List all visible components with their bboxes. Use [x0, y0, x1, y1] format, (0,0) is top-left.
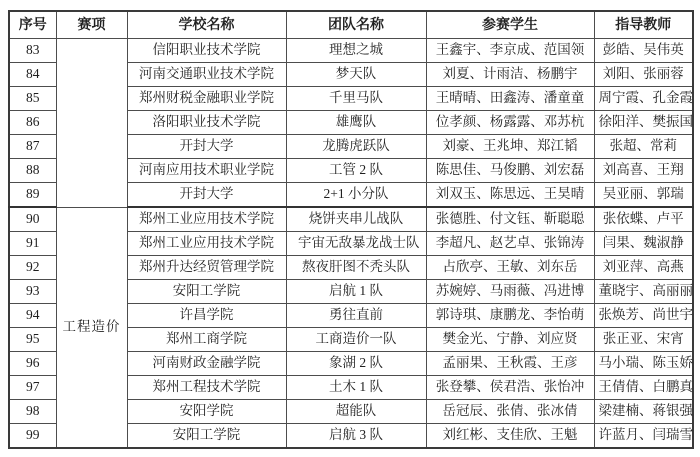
team-cell	[286, 207, 426, 232]
school-cell: 郑州工业应用技术学院	[127, 207, 286, 232]
teachers-cell: 刘高喜、王翔	[594, 159, 693, 183]
students-cell: 位孝颜、杨露露、邓苏杭	[426, 111, 594, 135]
students-cell: 王晴晴、田鑫涛、潘童童	[426, 87, 594, 111]
team-cell	[286, 87, 426, 111]
students-cell: 占欣亭、王敏、刘东岳	[426, 256, 594, 280]
teachers-cell: 张依蝶、卢平	[594, 207, 693, 232]
teachers-cell: 张焕芳、尚世宇	[594, 304, 693, 328]
row-index-cell: 95	[9, 328, 56, 352]
school-cell: 安阳工学院	[127, 424, 286, 449]
team-cell	[286, 352, 426, 376]
row-index-cell: 99	[9, 424, 56, 449]
team-cell	[286, 376, 426, 400]
column-header-team: 团队名称	[286, 11, 426, 39]
row-index-cell: 90	[9, 207, 56, 232]
row-index-cell: 86	[9, 111, 56, 135]
students-cell: 刘夏、计雨洁、杨鹏宇	[426, 63, 594, 87]
row-index-cell: 83	[9, 39, 56, 63]
team-name: 象湖 2 队	[329, 355, 383, 371]
team-name: 梦天队	[335, 66, 377, 82]
column-header-event: 赛项	[56, 11, 127, 39]
team-name: 2+1 小分队	[323, 186, 389, 202]
team-name: 勇往直前	[329, 307, 383, 323]
row-index-cell: 87	[9, 135, 56, 159]
school-cell: 安阳学院	[127, 400, 286, 424]
students-cell: 张德胜、付文钰、靳聪聪	[426, 207, 594, 232]
team-cell	[286, 183, 426, 208]
team-cell	[286, 280, 426, 304]
team-cell	[286, 63, 426, 87]
school-cell: 河南交通职业技术学院	[127, 63, 286, 87]
team-cell	[286, 111, 426, 135]
teachers-cell: 刘亚萍、高燕	[594, 256, 693, 280]
school-cell: 郑州工程技术学院	[127, 376, 286, 400]
team-cell	[286, 135, 426, 159]
team-name: 启航 3 队	[329, 427, 383, 443]
team-name: 土木 1 队	[329, 379, 383, 395]
students-cell: 樊金光、宁静、刘应贤	[426, 328, 594, 352]
students-cell: 刘红彬、支佳欣、王魁	[426, 424, 594, 449]
students-cell: 刘豪、王兆坤、郑江韬	[426, 135, 594, 159]
school-cell: 安阳工学院	[127, 280, 286, 304]
table-row	[9, 39, 693, 63]
table-body	[9, 39, 693, 449]
row-index-cell: 96	[9, 352, 56, 376]
row-index-cell: 85	[9, 87, 56, 111]
row-index-cell: 98	[9, 400, 56, 424]
school-cell: 开封大学	[127, 135, 286, 159]
team-cell	[286, 232, 426, 256]
team-name: 千里马队	[329, 90, 383, 106]
team-name: 雄鹰队	[335, 114, 377, 130]
column-header-index: 序号	[9, 11, 56, 39]
team-name: 理想之城	[329, 42, 383, 58]
students-cell: 孟丽果、王秋霞、王彦	[426, 352, 594, 376]
school-cell: 洛阳职业技术学院	[127, 111, 286, 135]
row-index-cell: 84	[9, 63, 56, 87]
teachers-cell: 梁建楠、蒋银强	[594, 400, 693, 424]
teachers-cell: 周宁霞、孔金霞	[594, 87, 693, 111]
students-cell: 郭诗琪、康鹏龙、李怡萌	[426, 304, 594, 328]
team-name: 烧饼夹串儿战队	[308, 211, 404, 227]
school-cell: 河南应用技术职业学院	[127, 159, 286, 183]
team-cell	[286, 400, 426, 424]
school-cell: 河南财政金融学院	[127, 352, 286, 376]
school-cell: 郑州工商学院	[127, 328, 286, 352]
school-cell: 郑州财税金融职业学院	[127, 87, 286, 111]
row-index-cell: 89	[9, 183, 56, 208]
row-index-cell: 93	[9, 280, 56, 304]
team-name: 龙腾虎跃队	[322, 138, 390, 154]
teachers-cell: 张超、常莉	[594, 135, 693, 159]
row-index-cell: 88	[9, 159, 56, 183]
students-cell: 李超凡、赵艺卓、张锦涛	[426, 232, 594, 256]
school-cell: 信阳职业技术学院	[127, 39, 286, 63]
event-cell: 工程造价	[56, 207, 127, 448]
team-name: 宇宙无敌暴龙战士队	[297, 235, 420, 251]
teachers-cell: 董晓宇、高丽丽	[594, 280, 693, 304]
teachers-cell: 许蓝月、闫瑞雪	[594, 424, 693, 449]
teachers-cell: 吴亚丽、郭瑞	[594, 183, 693, 208]
team-cell	[286, 39, 426, 63]
table-header-row	[9, 11, 693, 39]
row-index-cell: 97	[9, 376, 56, 400]
column-header-school: 学校名称	[127, 11, 286, 39]
team-cell	[286, 159, 426, 183]
row-index-cell: 91	[9, 232, 56, 256]
teachers-cell: 彭皓、吴伟英	[594, 39, 693, 63]
column-header-teachers: 指导教师	[594, 11, 693, 39]
school-cell: 许昌学院	[127, 304, 286, 328]
team-name: 超能队	[335, 403, 377, 419]
teachers-cell: 闫果、魏淑静	[594, 232, 693, 256]
teachers-cell: 张正亚、宋宵	[594, 328, 693, 352]
team-cell	[286, 424, 426, 449]
table-row	[9, 207, 693, 232]
school-cell: 郑州升达经贸管理学院	[127, 256, 286, 280]
students-cell: 岳冠辰、张倩、张冰倩	[426, 400, 594, 424]
school-cell: 开封大学	[127, 183, 286, 208]
column-header-students: 参赛学生	[426, 11, 594, 39]
school-cell: 郑州工业应用技术学院	[127, 232, 286, 256]
results-table	[8, 10, 694, 449]
event-cell	[56, 39, 127, 208]
team-name: 工商造价一队	[315, 331, 397, 347]
teachers-cell: 刘阳、张丽蓉	[594, 63, 693, 87]
team-cell	[286, 328, 426, 352]
team-cell	[286, 304, 426, 328]
row-index-cell: 92	[9, 256, 56, 280]
students-cell: 刘双玉、陈思远、王昊晴	[426, 183, 594, 208]
team-name: 工管 2 队	[329, 162, 383, 178]
team-cell	[286, 256, 426, 280]
teachers-cell: 王倩倩、白鹏真	[594, 376, 693, 400]
team-name: 启航 1 队	[329, 283, 383, 299]
students-cell: 王鑫宇、李京成、范国领	[426, 39, 594, 63]
row-index-cell: 94	[9, 304, 56, 328]
teachers-cell: 马小瑞、陈玉娇	[594, 352, 693, 376]
students-cell: 苏婉婷、马雨薇、冯进博	[426, 280, 594, 304]
students-cell: 张登攀、侯君浩、张怡冲	[426, 376, 594, 400]
teachers-cell: 徐阳洋、樊振国	[594, 111, 693, 135]
students-cell: 陈思佳、马俊鹏、刘宏磊	[426, 159, 594, 183]
team-name: 熬夜肝图不秃头队	[302, 259, 410, 275]
